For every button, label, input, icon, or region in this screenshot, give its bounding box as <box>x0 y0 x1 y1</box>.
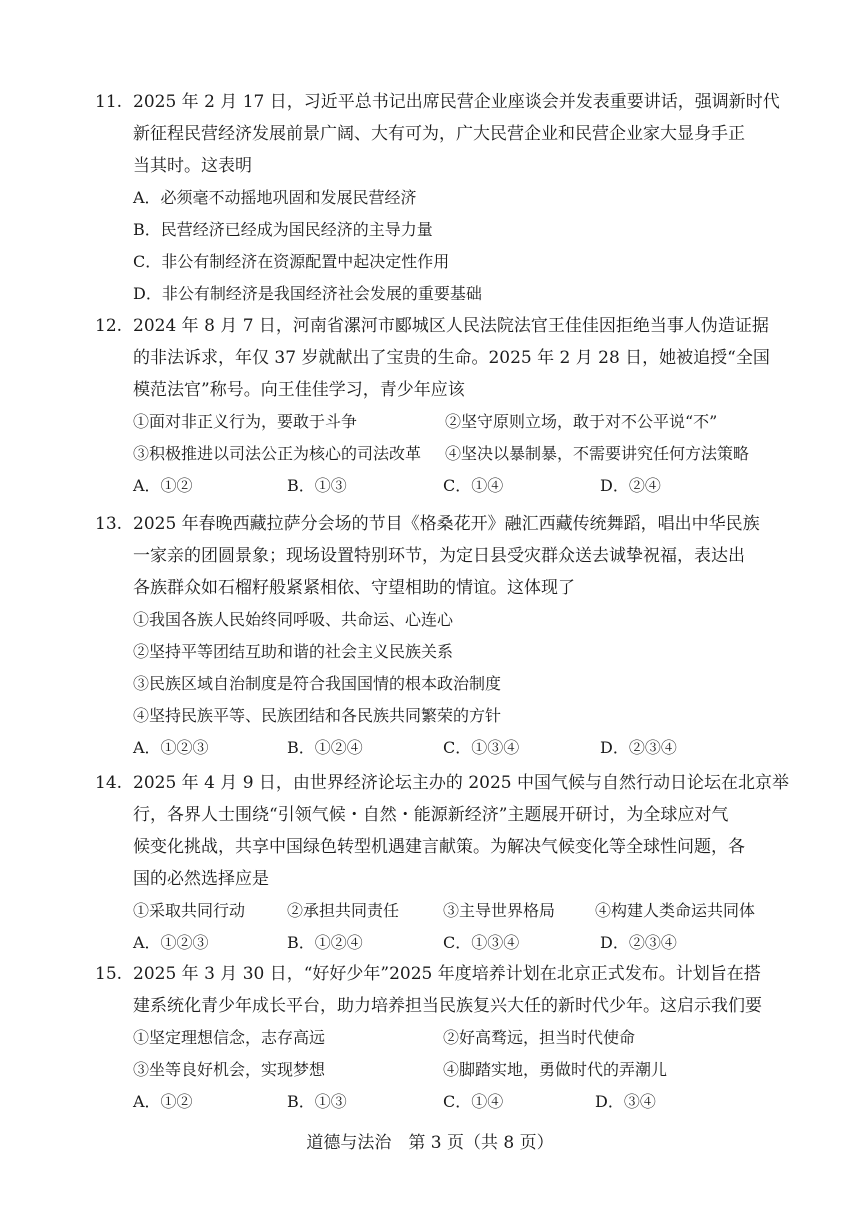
option-c: C．非公有制经济在资源配置中起决定性作用 <box>133 252 450 271</box>
answer-c: C．①④ <box>443 476 504 495</box>
answer-c: C．①④ <box>443 1092 504 1111</box>
statement-3: ③坐等良好机会，实现梦想 <box>133 1060 326 1079</box>
answer-c: C．①③④ <box>443 933 520 952</box>
answer-row <box>95 732 775 764</box>
statement-row <box>95 1054 775 1086</box>
answer-row <box>95 1086 775 1118</box>
question-text: 2025 年 3 月 30 日，“好好少年”2025 年度培养计划在北京正式发布。计划旨在搭 <box>133 964 761 984</box>
question-15 <box>95 958 775 1118</box>
question-11 <box>95 86 780 310</box>
question-14 <box>95 767 789 959</box>
statement-4: ④坚持民族平等、民族团结和各民族共同繁荣的方针 <box>133 706 502 725</box>
statement-row <box>95 1022 775 1054</box>
statement-4: ④脚踏实地，勇做时代的弄潮儿 <box>443 1060 668 1079</box>
option-a: A．必须毫不动摇地巩固和发展民营经济 <box>133 188 417 207</box>
statement-1: ①我国各族人民始终同呼吸、共命运、心连心 <box>133 610 454 629</box>
statement-1: ①采取共同行动 <box>133 901 246 920</box>
question-text: 模范法官”称号。向王佳佳学习，青少年应该 <box>133 380 465 400</box>
answer-row <box>95 470 775 502</box>
question-text: 当其时。这表明 <box>133 156 252 176</box>
answer-b: B．①②④ <box>287 933 363 952</box>
answer-d: D．②③④ <box>600 738 677 757</box>
statement-2: ②坚持平等团结互助和谐的社会主义民族关系 <box>133 642 454 661</box>
question-text: 行，各界人士围绕“引领气候・自然・能源新经济”主题展开研讨，为全球应对气 <box>133 805 729 825</box>
statement-3: ③积极推进以司法公正为核心的司法改革 <box>133 444 422 463</box>
answer-b: B．①②④ <box>287 738 363 757</box>
statement-row <box>95 438 775 470</box>
statement-4: ④坚决以暴制暴，不需要讲究任何方法策略 <box>445 444 750 463</box>
answer-a: A．①② <box>133 476 193 495</box>
question-number: 15. <box>95 964 123 984</box>
option-d: D．非公有制经济是我国经济社会发展的重要基础 <box>133 284 482 303</box>
statement-2: ②承担共同责任 <box>287 901 400 920</box>
question-text: 新征程民营经济发展前景广阔、大有可为，广大民营企业和民营企业家大显身手正 <box>133 124 745 144</box>
question-text: 2025 年春晚西藏拉萨分会场的节目《格桑花开》融汇西藏传统舞蹈，唱出中华民族 <box>133 514 760 534</box>
statement-row <box>95 406 775 438</box>
answer-b: B．①③ <box>287 476 347 495</box>
question-text: 建系统化青少年成长平台，助力培养担当民族复兴大任的新时代少年。这启示我们要 <box>133 996 762 1016</box>
question-text: 2024 年 8 月 7 日，河南省漯河市郾城区人民法院法官王佳佳因拒绝当事人伪造证据 <box>133 316 769 336</box>
statement-3: ③民族区域自治制度是符合我国国情的根本政治制度 <box>133 674 502 693</box>
question-text: 各族群众如石榴籽般紧紧相依、守望相助的情谊。这体现了 <box>133 578 575 598</box>
statement-4: ④构建人类命运共同体 <box>595 901 756 920</box>
question-number: 14. <box>95 773 123 793</box>
option-b: B．民营经济已经成为国民经济的主导力量 <box>133 220 433 239</box>
answer-d: D．②④ <box>600 476 661 495</box>
question-text: 一家亲的团圆景象；现场设置特别环节，为定日县受灾群众送去诚挚祝福，表达出 <box>133 546 745 566</box>
answer-c: C．①③④ <box>443 738 520 757</box>
question-number: 11. <box>95 92 123 112</box>
answer-a: A．①②③ <box>133 738 209 757</box>
answer-d: D．③④ <box>595 1092 656 1111</box>
question-13 <box>95 508 775 764</box>
statement-2: ②坚守原则立场，敢于对不公平说“不” <box>445 412 718 431</box>
question-text: 国的必然选择应是 <box>133 869 269 889</box>
statement-row <box>95 895 775 927</box>
answer-b: B．①③ <box>287 1092 347 1111</box>
question-text: 2025 年 2 月 17 日，习近平总书记出席民营企业座谈会并发表重要讲话，强调新时代 <box>133 92 780 112</box>
answer-a: A．①②③ <box>133 933 209 952</box>
statement-1: ①面对非正义行为，要敢于斗争 <box>133 412 358 431</box>
page-footer: 道德与法治 第 3 页（共 8 页） <box>306 1133 554 1153</box>
question-12 <box>95 310 775 502</box>
question-number: 12. <box>95 316 123 336</box>
answer-a: A．①② <box>133 1092 193 1111</box>
question-number: 13. <box>95 514 123 534</box>
statement-2: ②好高骛远，担当时代使命 <box>443 1028 636 1047</box>
question-text: 候变化挑战，共享中国绿色转型机遇建言献策。为解决气候变化等全球性问题，各 <box>133 837 745 857</box>
question-text: 的非法诉求，年仅 37 岁就献出了宝贵的生命。2025 年 2 月 28 日，她被追授“全国 <box>133 348 770 368</box>
answer-row <box>95 927 775 959</box>
statement-3: ③主导世界格局 <box>443 901 556 920</box>
statement-1: ①坚定理想信念，志存高远 <box>133 1028 326 1047</box>
question-text: 2025 年 4 月 9 日，由世界经济论坛主办的 2025 中国气候与自然行动日论坛在北京举 <box>133 773 789 793</box>
answer-d: D．②③④ <box>600 933 677 952</box>
